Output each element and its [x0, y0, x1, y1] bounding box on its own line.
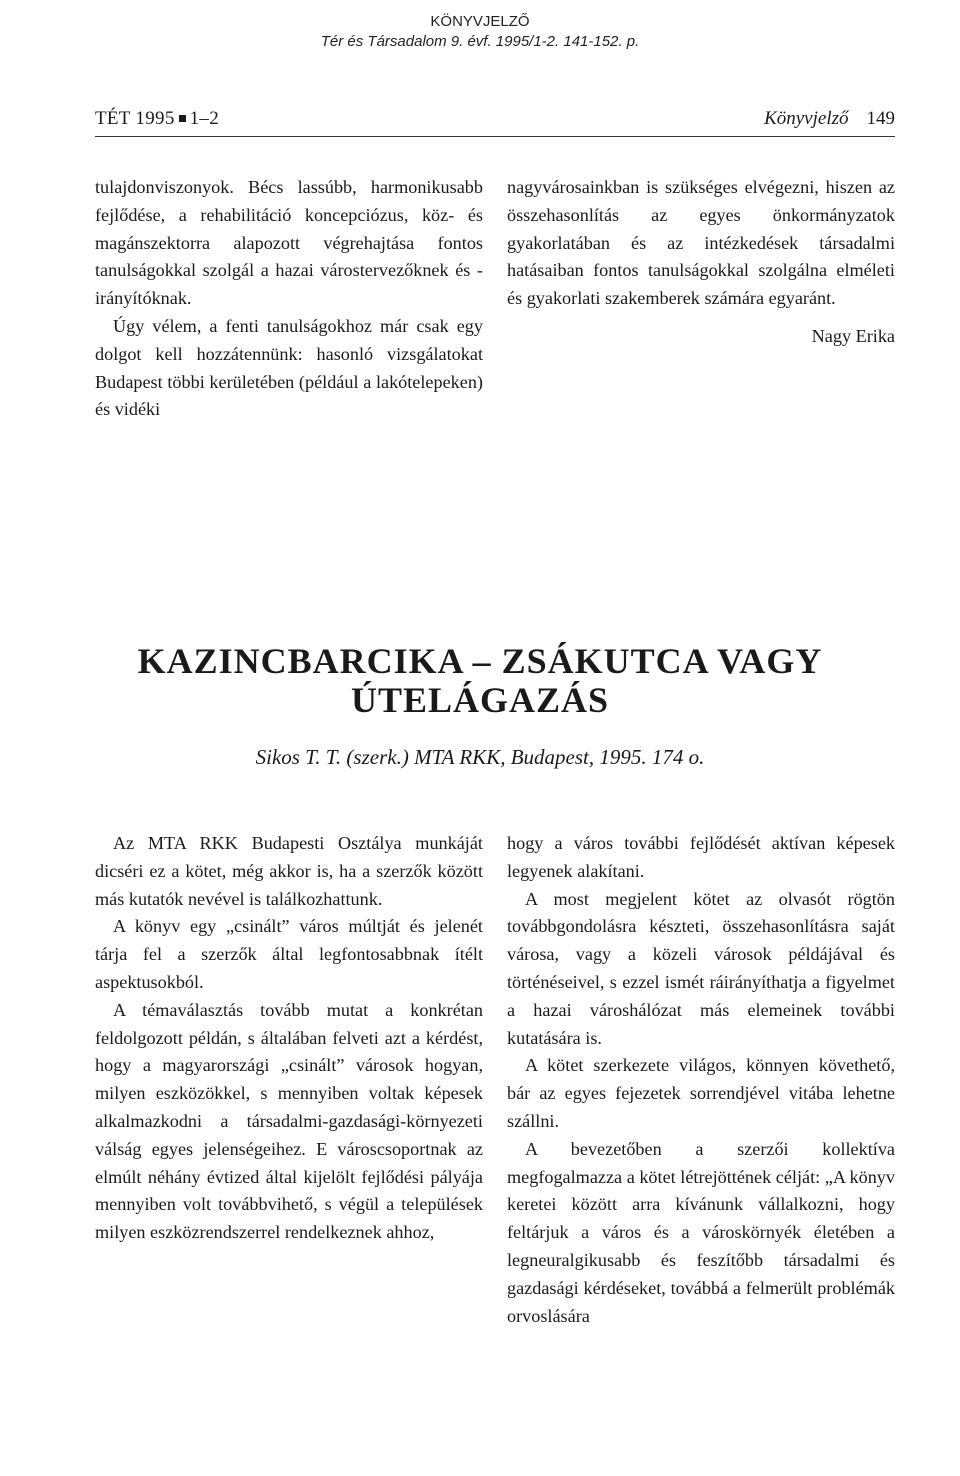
- paragraph: Úgy vélem, a fenti tanulságokhoz már csak egy dolgot kell hozzátennünk: hasonló vizsgálatokat Budapest többi kerületében (például a lakótelepeken) és vidéki: [95, 315, 483, 420]
- review-title-line: ÚTELÁGAZÁS: [350, 680, 610, 720]
- book-citation: Sikos T. T. (szerk.) MTA RKK, Budapest, 1995. 174 o.: [255, 745, 705, 769]
- journal-name: TÉT 1995: [95, 108, 175, 129]
- paragraph: A könyv egy „csinált” város múltját és jelenét tárja fel a szerzők által legfontosabbnak ítélt aspektusokból.: [95, 916, 483, 992]
- paragraph: nagyvárosainkban is szükséges elvégezni, hiszen az összehasonlítás az egyes önkormányzatok gyakorlatában és az intézkedések társadalmi hatásaiban fontos tanulságokkal szolgálna elméleti és gyakorlati szakemberek számára egyaránt.: [507, 177, 895, 309]
- paragraph: A most megjelent kötet az olvasót rögtön továbbgondolásra készteti, összehasonlításra saját városa, vagy a közeli városok példájával és történéseivel, s ezzel ismét ráirányíthatja a figyelmet a hazai városhálózat más elemeinek további kutatására is.: [507, 888, 895, 1048]
- paragraph: Az MTA RKK Budapesti Osztálya munkáját dicséri ez a kötet, még akkor is, ha a szerzők között más kutatók nevével is találkozhattunk.: [95, 833, 483, 909]
- bottom-right-column: [507, 830, 895, 1330]
- page-number: 149: [866, 108, 895, 129]
- source-citation: Tér és Társadalom 9. évf. 1995/1-2. 141-152. p.: [320, 33, 640, 50]
- review-title: [0, 642, 960, 720]
- paragraph: A kötet szerkezete világos, könnyen követhető, bár az egyes fejezetek sorrendjével vitába lehetne szállni.: [507, 1055, 895, 1131]
- paragraph: hogy a város további fejlődését aktívan képesek legyenek alakítani.: [507, 833, 895, 881]
- source-label: KÖNYVJELZŐ: [430, 13, 530, 30]
- top-right-column: [507, 174, 895, 351]
- square-bullet-icon: [179, 115, 186, 122]
- bottom-left-column: [95, 830, 483, 1247]
- section-name: Könyvjelző: [764, 108, 849, 129]
- running-head: [95, 108, 895, 137]
- author-signature: Nagy Erika: [811, 325, 895, 346]
- paragraph: A témaválasztás tovább mutat a konkrétan feldolgozott példán, s általában felveti azt a kérdést, hogy a magyarországi „csinált” városok hogyan, milyen eszközökkel, s mennyiben voltak képesek alkalmazkodni a társadalmi-gazdasági-környezeti válság egyes jelenségeihez. E városcsoportnak az elmúlt néhány évtized által kijelölt fejlődési pályája mennyiben volt továbbvihető, s végül a települések milyen eszközrendszerrel rendelkeznek ahhoz,: [95, 999, 483, 1243]
- journal-issue: 1–2: [189, 108, 220, 129]
- running-head-right: [764, 108, 895, 130]
- top-left-column: [95, 174, 483, 424]
- paragraph: A bevezetőben a szerzői kollektíva megfogalmazza a kötet létrejöttének célját: „A könyv keretei között arra kívánunk vállalkozni, hogy feltárjuk a város és a városkörnyék életében a legneuralgikusabb és feszítőbb társadalmi és gazdasági kérdéseket, továbbá a felmerült problémák orvoslására: [507, 1138, 895, 1326]
- paragraph: tulajdonviszonyok. Bécs lassúbb, harmonikusabb fejlődése, a rehabilitáció koncepciózus, köz- és magánszektorra alapozott végrehajtása fontos tanulságokkal szolgál a hazai várostervezőknek és -irányítóknak.: [95, 177, 483, 309]
- source-header: [0, 12, 960, 52]
- review-title-line: KAZINCBARCIKA – ZSÁKUTCA VAGY: [137, 641, 823, 681]
- running-head-left: [95, 108, 219, 130]
